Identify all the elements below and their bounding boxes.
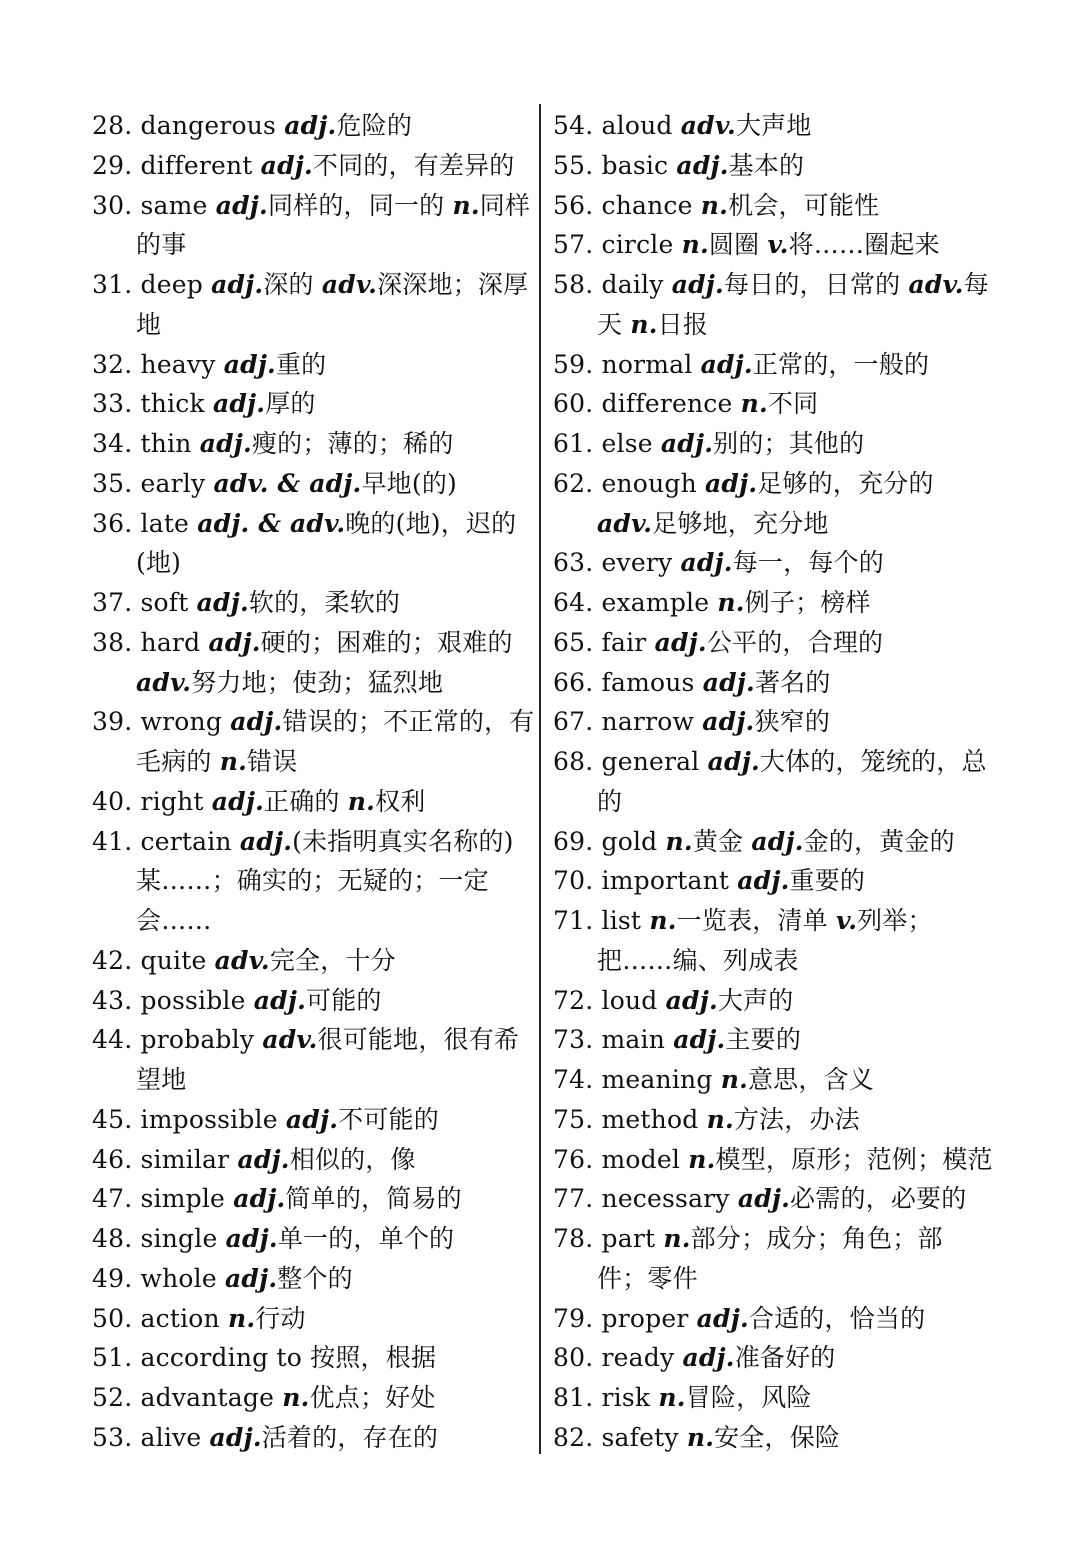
entry-word: risk: [601, 1383, 651, 1412]
vocab-entry: [92, 583, 537, 623]
part-of-speech: adj.: [211, 270, 264, 299]
entry-number: 80.: [553, 1343, 594, 1373]
entry-number: 44.: [92, 1025, 133, 1055]
part-of-speech: adj.: [284, 111, 337, 140]
entry-definition: 权利: [375, 786, 426, 816]
part-of-speech: n.: [630, 309, 658, 339]
entry-definition: 部分；成分；角色；部件；零件: [597, 1224, 943, 1293]
entry-number: 46.: [92, 1144, 133, 1174]
vocab-entry: [92, 1378, 537, 1418]
entry-definition: 大声的: [717, 985, 794, 1015]
vocab-entry: [553, 583, 993, 623]
entry-word: hard: [140, 627, 201, 657]
part-of-speech: adj.: [700, 349, 753, 379]
entry-definition: 重要的: [789, 866, 866, 896]
entry-definition: 必需的，必要的: [790, 1184, 967, 1214]
part-of-speech: adj.: [215, 190, 268, 220]
entry-word: action: [140, 1303, 220, 1333]
entry-number: 60.: [553, 389, 594, 419]
entry-number: 73.: [553, 1025, 594, 1055]
entry-number: 57.: [553, 230, 594, 260]
entry-definition: 安全，保险: [714, 1422, 841, 1452]
entry-word: part: [601, 1224, 656, 1253]
part-of-speech: n.: [688, 1144, 716, 1174]
entry-definition: 厚的: [265, 389, 316, 419]
part-of-speech: n.: [706, 1104, 734, 1134]
entry-definition: 按照，根据: [310, 1343, 437, 1373]
vocab-entry: [92, 941, 537, 981]
entry-word: example: [601, 588, 710, 617]
entry-definition: 危险的: [336, 111, 413, 140]
entry-number: 66.: [553, 667, 594, 697]
part-of-speech: adj.: [225, 1263, 278, 1293]
vocab-entry: [553, 265, 993, 345]
entry-word: fair: [601, 627, 647, 657]
entry-number: 64.: [553, 588, 594, 617]
entry-number: 30.: [92, 190, 133, 220]
part-of-speech: adj.: [680, 548, 733, 578]
vocab-entry: [553, 424, 993, 464]
entry-definition: 大声地: [735, 111, 812, 140]
part-of-speech: adj.: [737, 1184, 791, 1214]
entry-number: 72.: [553, 985, 594, 1015]
entry-definition: 狭窄的: [754, 707, 831, 737]
vocab-entry: [92, 822, 537, 941]
left-column: [92, 106, 537, 1458]
entry-word: else: [601, 429, 653, 458]
entry-definition: 早地(的): [361, 468, 457, 498]
entry-definition: 相似的，像: [289, 1144, 416, 1174]
part-of-speech: adv.: [136, 667, 192, 697]
part-of-speech: adj.: [751, 826, 804, 856]
vocab-entry: [92, 1219, 537, 1259]
entry-number: 63.: [553, 548, 594, 578]
part-of-speech: adj.: [199, 429, 252, 458]
entry-number: 48.: [92, 1224, 133, 1253]
part-of-speech: adj.: [260, 150, 313, 180]
part-of-speech: adv.: [597, 508, 653, 538]
entry-word: impossible: [140, 1104, 278, 1134]
part-of-speech: n.: [227, 1303, 256, 1333]
vocab-entry: [553, 1060, 993, 1100]
part-of-speech: adj.: [707, 747, 760, 776]
entry-word: narrow: [601, 707, 695, 737]
entry-definition: 黄金: [692, 826, 744, 856]
part-of-speech: adj.: [230, 707, 283, 737]
part-of-speech: adj.: [253, 985, 307, 1015]
entry-definition: 足够地，充分地: [652, 508, 829, 538]
vocab-entry: [553, 1378, 993, 1418]
entry-number: 76.: [553, 1144, 594, 1174]
vocab-entry: [92, 424, 537, 464]
part-of-speech: adj.: [208, 627, 261, 657]
entry-word: single: [140, 1224, 218, 1253]
entry-definition: 列举；把……编、列成表: [597, 906, 933, 975]
entry-number: 70.: [553, 866, 594, 896]
entry-number: 78.: [553, 1224, 594, 1253]
part-of-speech: adj.: [239, 826, 293, 856]
entry-definition: 每天: [597, 270, 989, 339]
entry-word: quite: [140, 945, 207, 975]
entry-word: certain: [140, 826, 232, 856]
entry-definition: 不同: [767, 389, 819, 419]
part-of-speech: adj.: [285, 1104, 339, 1134]
vocab-entry: [553, 225, 993, 265]
entry-number: 51.: [92, 1343, 133, 1373]
entry-definition: 活着的，存在的: [261, 1422, 439, 1452]
vocab-entry: [553, 1299, 993, 1339]
entry-number: 55.: [553, 150, 594, 180]
part-of-speech: adv.: [214, 945, 270, 975]
entry-definition: 正确的: [264, 786, 340, 816]
vocab-entry: [92, 106, 537, 146]
entry-word: famous: [601, 667, 695, 697]
entry-definition: 方法，办法: [733, 1104, 860, 1134]
entry-definition: 准备好的: [734, 1343, 836, 1373]
entry-definition: 金的，黄金的: [803, 826, 955, 856]
entry-word: loud: [601, 985, 658, 1015]
entry-definition: 软的，柔软的: [248, 588, 401, 617]
entry-word: late: [140, 508, 190, 538]
vocab-entry: [92, 1338, 537, 1378]
vocab-entry: [92, 384, 537, 424]
entry-word: normal: [601, 349, 693, 379]
vocab-entry: [553, 702, 993, 742]
entry-word: main: [601, 1025, 666, 1055]
entry-word: chance: [601, 190, 693, 220]
column-divider: [539, 104, 541, 1454]
entry-word: important: [601, 866, 730, 896]
entry-word: soft: [140, 588, 189, 617]
entry-definition: 硬的；困难的；艰难的: [260, 627, 513, 657]
vocab-entry: [553, 106, 993, 146]
entry-word: meaning: [601, 1065, 713, 1094]
part-of-speech: adj.: [237, 1144, 290, 1174]
vocab-entry: [92, 265, 537, 345]
vocab-entry: [553, 1418, 993, 1458]
part-of-speech: adj.: [682, 1343, 735, 1373]
part-of-speech: n.: [717, 588, 745, 617]
part-of-speech: adv.: [262, 1025, 318, 1055]
entry-definition: 错误的；不正常的，有毛病的: [136, 707, 535, 776]
entry-number: 58.: [553, 270, 594, 299]
entry-number: 42.: [92, 945, 133, 975]
entry-word: early: [140, 468, 206, 498]
vocab-entry: [553, 822, 993, 862]
entry-word: ready: [601, 1343, 675, 1373]
entry-definition: (未指明真实名称的)某……；确实的；无疑的；一定会……: [136, 826, 514, 935]
vocab-entry: [553, 146, 993, 186]
entry-word: thin: [140, 429, 192, 458]
entry-word: wrong: [140, 707, 223, 737]
vocab-entry: [92, 1418, 537, 1458]
vocab-entry: [553, 1179, 993, 1219]
entry-definition: 将……圈起来: [788, 230, 940, 260]
vocab-entry: [92, 702, 537, 782]
vocab-entry: [553, 901, 993, 981]
part-of-speech: adj.: [225, 1224, 278, 1253]
part-of-speech: n.: [665, 826, 693, 856]
entry-definition: 晚的(地)，迟的(地): [136, 508, 517, 578]
entry-word: safety: [601, 1422, 679, 1452]
part-of-speech: n.: [658, 1383, 686, 1412]
entry-number: 47.: [92, 1184, 133, 1214]
entry-number: 81.: [553, 1383, 594, 1412]
part-of-speech: adj.: [673, 1025, 726, 1055]
entry-definition: 机会，可能性: [728, 190, 880, 220]
entry-number: 50.: [92, 1303, 133, 1333]
vocab-entry: [553, 1020, 993, 1060]
entry-number: 40.: [92, 786, 133, 816]
vocab-entry: [92, 345, 537, 385]
vocab-entry: [553, 623, 993, 663]
part-of-speech: adj.: [671, 270, 724, 299]
part-of-speech: adj.: [233, 1184, 286, 1214]
entry-word: simple: [140, 1184, 226, 1214]
entry-definition: 优点；好处: [309, 1383, 436, 1412]
vocab-entry: [553, 464, 993, 544]
entry-number: 61.: [553, 429, 594, 458]
part-of-speech: adv.: [908, 270, 964, 299]
vocab-entry: [92, 1020, 537, 1100]
vocab-entry: [92, 504, 537, 584]
entry-number: 36.: [92, 508, 133, 538]
entry-word: proper: [601, 1303, 689, 1333]
vocab-entry: [92, 1299, 537, 1339]
vocab-entry: [553, 345, 993, 385]
vocab-entry: [553, 186, 993, 226]
entry-word: whole: [140, 1263, 217, 1293]
vocab-entry: [92, 186, 537, 266]
entry-word: difference: [601, 389, 733, 419]
entry-definition: 意思，含义: [747, 1065, 874, 1094]
entry-definition: 别的；其他的: [713, 429, 865, 458]
part-of-speech: adj.: [702, 707, 755, 737]
part-of-speech: n.: [740, 389, 768, 419]
vocab-entry: [553, 1140, 993, 1180]
entry-definition: 每日的，日常的: [723, 270, 901, 299]
part-of-speech: adj.: [665, 985, 718, 1015]
part-of-speech: n.: [452, 190, 480, 220]
entry-definition: 圆圈: [708, 230, 760, 260]
entry-definition: 错误: [247, 747, 298, 776]
part-of-speech: adv. & adj.: [213, 468, 362, 498]
entry-word: alive: [140, 1422, 202, 1452]
entry-word: possible: [140, 985, 246, 1015]
entry-word: necessary: [601, 1184, 730, 1214]
entry-word: aloud: [601, 111, 673, 140]
entry-word: same: [140, 190, 208, 220]
entry-number: 75.: [553, 1104, 594, 1134]
entry-definition: 努力地；使劲；猛烈地: [191, 667, 444, 697]
vocab-entry: [92, 623, 537, 703]
entry-number: 74.: [553, 1065, 594, 1094]
part-of-speech: adj.: [676, 150, 729, 180]
entry-definition: 冒险，风险: [685, 1383, 812, 1412]
entry-word: deep: [140, 270, 203, 299]
vocab-entry: [553, 1219, 993, 1299]
entry-definition: 公平的，合理的: [706, 627, 884, 657]
entry-number: 28.: [92, 111, 133, 140]
entry-definition: 单一的，单个的: [277, 1224, 455, 1253]
entry-word: dangerous: [140, 111, 277, 140]
entry-number: 35.: [92, 468, 133, 498]
entry-word: model: [601, 1144, 681, 1174]
part-of-speech: n.: [219, 747, 248, 776]
part-of-speech: adv.: [321, 270, 378, 299]
entry-definition: 同样的事: [136, 190, 531, 260]
entry-word: advantage: [140, 1383, 275, 1412]
entry-definition: 整个的: [277, 1263, 353, 1293]
part-of-speech: adj.: [211, 786, 265, 816]
vocab-entry: [92, 464, 537, 504]
entry-definition: 日报: [657, 309, 709, 339]
entry-number: 69.: [553, 826, 594, 856]
entry-definition: 行动: [255, 1303, 306, 1333]
entry-word: method: [601, 1104, 699, 1134]
vocab-entry: [92, 981, 537, 1021]
entry-number: 49.: [92, 1263, 133, 1293]
entry-number: 38.: [92, 627, 133, 657]
entry-definition: 模型，原形；范例；模范: [715, 1144, 993, 1174]
vocab-entry: [553, 1100, 993, 1140]
part-of-speech: n.: [663, 1224, 691, 1253]
entry-definition: 足够的，充分的: [757, 468, 934, 498]
part-of-speech: adj.: [702, 667, 755, 697]
vocab-entry: [553, 663, 993, 703]
entry-number: 31.: [92, 270, 133, 299]
entry-word: gold: [601, 826, 658, 856]
entry-definition: 主要的: [725, 1025, 802, 1055]
entry-definition: 同样的，同一的: [267, 190, 445, 220]
entry-word: according to: [140, 1343, 302, 1373]
entry-number: 45.: [92, 1104, 133, 1134]
entry-word: heavy: [140, 349, 216, 379]
part-of-speech: adj.: [196, 588, 249, 617]
part-of-speech: v.: [767, 230, 789, 260]
vocab-entry: [553, 384, 993, 424]
part-of-speech: adj.: [209, 1422, 262, 1452]
vocab-entry: [92, 1140, 537, 1180]
entry-number: 39.: [92, 707, 133, 737]
vocab-entry: [92, 1179, 537, 1219]
part-of-speech: adv.: [680, 111, 736, 140]
entry-word: right: [140, 786, 204, 816]
entry-definition: 重的: [275, 349, 327, 379]
vocab-entry: [553, 1338, 993, 1378]
entry-word: list: [601, 906, 642, 935]
entry-number: 53.: [92, 1422, 133, 1452]
vocab-entry: [553, 742, 993, 822]
entry-number: 71.: [553, 906, 594, 935]
entry-definition: 深深地；深厚地: [136, 270, 529, 339]
entry-number: 56.: [553, 190, 594, 220]
part-of-speech: n.: [700, 190, 729, 220]
entry-definition: 很可能地，很有希望地: [136, 1025, 520, 1094]
vocab-entry: [92, 782, 537, 822]
entry-number: 77.: [553, 1184, 594, 1214]
entry-word: daily: [601, 270, 664, 299]
right-column: [553, 106, 993, 1458]
entry-definition: 完全，十分: [269, 945, 396, 975]
part-of-speech: n.: [686, 1422, 715, 1452]
entry-definition: 深的: [263, 270, 314, 299]
entry-number: 32.: [92, 349, 133, 379]
vocab-entry: [92, 1259, 537, 1299]
vocab-entry: [553, 981, 993, 1021]
entry-word: similar: [140, 1144, 230, 1174]
entry-number: 62.: [553, 468, 594, 498]
entry-definition: 不同的，有差异的: [312, 150, 515, 180]
entry-word: different: [140, 150, 253, 180]
entry-word: basic: [601, 150, 669, 180]
entry-number: 82.: [553, 1422, 594, 1452]
entry-number: 43.: [92, 985, 133, 1015]
entry-number: 33.: [92, 389, 133, 419]
entry-definition: 正常的，一般的: [752, 349, 930, 379]
part-of-speech: adj.: [705, 468, 758, 498]
part-of-speech: v.: [835, 906, 858, 935]
entry-number: 67.: [553, 707, 594, 737]
entry-definition: 简单的，简易的: [285, 1184, 462, 1214]
entry-word: enough: [601, 468, 697, 498]
entry-definition: 合适的，恰当的: [748, 1303, 926, 1333]
entry-number: 37.: [92, 588, 133, 617]
entry-word: general: [601, 747, 700, 776]
entry-number: 34.: [92, 429, 133, 458]
part-of-speech: n.: [347, 786, 376, 816]
entry-word: probably: [140, 1025, 255, 1055]
entry-word: circle: [601, 230, 674, 260]
part-of-speech: n.: [720, 1065, 748, 1094]
entry-definition: 可能的: [306, 985, 382, 1015]
vocab-entry: [92, 146, 537, 186]
entry-definition: 著名的: [754, 667, 831, 697]
part-of-speech: adj.: [696, 1303, 749, 1333]
part-of-speech: adj.: [660, 429, 714, 458]
entry-definition: 大体的，笼统的，总的: [597, 747, 987, 816]
entry-definition: 例子；榜样: [744, 588, 871, 617]
entry-word: every: [601, 548, 673, 578]
entry-number: 54.: [553, 111, 594, 140]
entry-number: 52.: [92, 1383, 133, 1412]
entry-definition: 瘦的；薄的；稀的: [251, 429, 454, 458]
part-of-speech: adj. & adv.: [197, 508, 346, 538]
entry-definition: 每一，每个的: [732, 548, 884, 578]
vocab-entry: [553, 543, 993, 583]
part-of-speech: n.: [282, 1383, 310, 1412]
part-of-speech: n.: [649, 906, 677, 935]
entry-definition: 一览表，清单: [676, 906, 828, 935]
entry-number: 59.: [553, 349, 594, 379]
part-of-speech: adj.: [212, 389, 266, 419]
entry-number: 79.: [553, 1303, 594, 1333]
vocab-entry: [92, 1100, 537, 1140]
entry-word: thick: [140, 389, 205, 419]
entry-number: 68.: [553, 747, 594, 776]
part-of-speech: adj.: [737, 866, 790, 896]
entry-number: 41.: [92, 826, 133, 856]
part-of-speech: adj.: [223, 349, 276, 379]
part-of-speech: adj.: [654, 627, 707, 657]
part-of-speech: n.: [681, 230, 709, 260]
entry-definition: 基本的: [728, 150, 805, 180]
entry-definition: 不可能的: [338, 1104, 439, 1134]
entry-number: 65.: [553, 627, 594, 657]
entry-number: 29.: [92, 150, 133, 180]
vocab-entry: [553, 861, 993, 901]
